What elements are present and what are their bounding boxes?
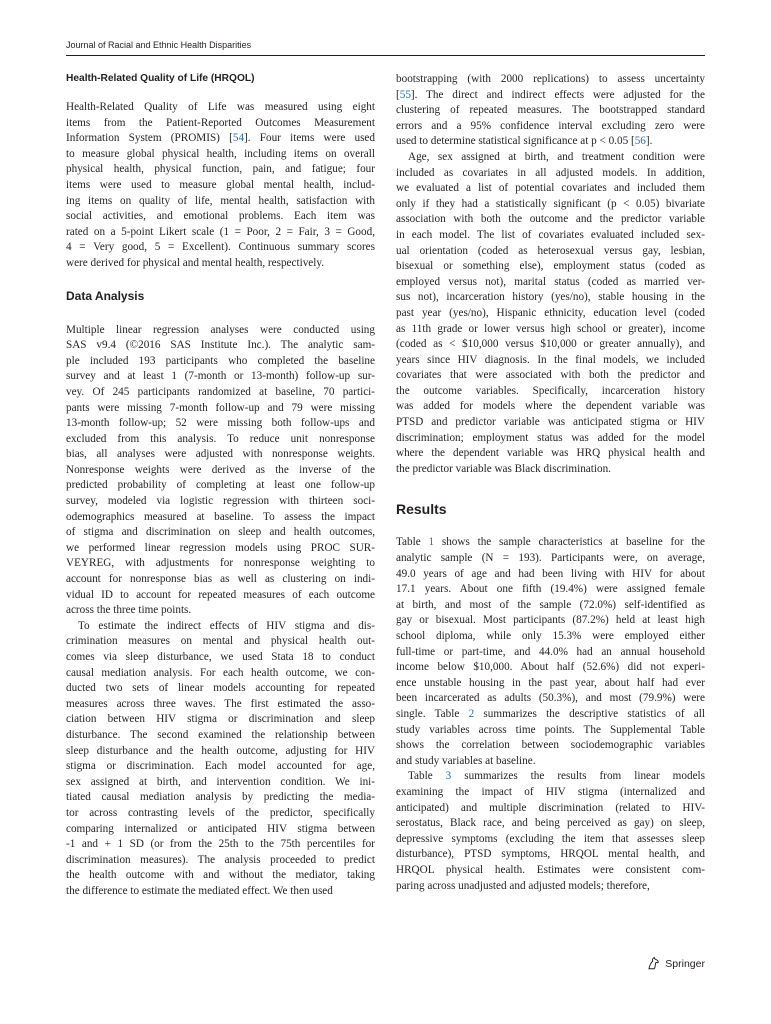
data-analysis-heading: Data Analysis xyxy=(66,288,145,303)
text-line: sus not), incarceration history (yes/no), stable housing in the xyxy=(396,291,705,304)
text-line: in each model. The list of covariates evaluated included sex- xyxy=(396,228,705,241)
text-line: errors and a 95% confidence interval excluding zero were xyxy=(396,119,705,132)
text-line: we performed linear regression models using PROC SUR- xyxy=(66,541,375,554)
text-line: disturbance. The second examined the relationship between xyxy=(66,728,375,741)
right-column xyxy=(396,72,705,894)
left-column xyxy=(66,72,375,900)
text-line: used to determine statistical significance at p < 0.05 [56]. xyxy=(396,135,653,148)
text-line: tiated causal mediation analysis by predicting the media- xyxy=(66,791,375,804)
text-line: 4 = Very good, 5 = Excellent). Continuous summary scores xyxy=(66,241,375,254)
text-line: predicted probability of completing at least one follow-up xyxy=(66,479,375,492)
text-line: study variables across time points. The Supplemental Table xyxy=(396,723,705,736)
text-line: examining the impact of HIV stigma (internalized and xyxy=(396,785,705,798)
text-line: were derived for physical and mental health, respectively. xyxy=(66,256,325,269)
text-line: 13-month follow-up; 52 were missing both follow-ups and xyxy=(66,417,375,430)
data-analysis-paragraph-2 xyxy=(66,619,375,900)
text-line: Information System (PROMIS) [54]. Four items were used xyxy=(66,132,375,145)
text-line: rated on a 5-point Likert scale (1 = Poor, 2 = Fair, 3 = Good, xyxy=(66,225,375,238)
text-line: of stigma and discrimination on sleep and health outcomes, xyxy=(66,526,375,539)
text-line: comparing internalized or anticipated HIV stigma between xyxy=(66,822,375,835)
data-analysis-paragraph-1 xyxy=(66,323,375,619)
text-line: past year (yes/no), Hispanic ethnicity, education level (coded xyxy=(396,306,705,319)
text-line: survey, modeled via logistic regression with thirteen soci- xyxy=(66,495,375,508)
text-line: causal mediation analysis. For each health outcome, we con- xyxy=(66,666,375,679)
text-line: shows the correlation between sociodemographic variables xyxy=(396,739,705,752)
text-line: stigma or discrimination. Each model accounted for age, xyxy=(66,760,375,773)
reference-link[interactable]: 54 xyxy=(232,132,245,145)
text-line: comes via sleep disturbance, we used Stata 18 to conduct xyxy=(66,651,375,663)
text-line: Nonresponse weights were derived as the inverse of the xyxy=(66,463,375,476)
text-line: ing items on quality of life, mental health, satisfaction with xyxy=(66,194,375,207)
text-line: where the dependent variable was HRQ physical health and xyxy=(396,447,705,460)
reference-link[interactable]: 55 xyxy=(399,88,411,101)
text-line: the health outcome with and without the mediator, taking xyxy=(66,869,375,882)
text-line: vidual ID to account for repeated measures of each outcome xyxy=(66,588,375,601)
text-line: to measure global physical health, including items on overall xyxy=(66,147,375,160)
results-heading: Results xyxy=(396,501,447,518)
table-link[interactable]: 2 xyxy=(468,707,475,720)
covariates-paragraph xyxy=(396,150,705,477)
text-line: ual orientation (coded as heterosexual versus gay, lesbian, xyxy=(396,244,705,257)
text-line: measures across three waves. The first estimated the asso- xyxy=(66,697,375,710)
text-line: items from the Patient-Reported Outcomes Measurement xyxy=(66,116,375,129)
text-line: 49.0 years of age and had been living with HIV for about xyxy=(396,567,705,580)
text-line: depressive symptoms (excluding the item that assesses sleep xyxy=(396,832,705,845)
text-line: the predictor variable was Black discrimination. xyxy=(396,462,611,475)
text-line: sex assigned at birth, and intervention condition. We ini- xyxy=(66,775,375,788)
text-line: disturbance), PTSD symptoms, HRQOL mental health, and xyxy=(396,848,705,861)
text-line: the outcome variables. Specifically, incarceration history xyxy=(396,384,705,397)
text-line: gay or bisexual. Most participants (87.2%) held at least high xyxy=(396,614,705,627)
text-line: To estimate the indirect effects of HIV stigma and dis- xyxy=(78,619,375,632)
text-line: we evaluated a list of potential covariates and included them xyxy=(396,182,705,195)
text-line: pants were missing 7-month follow-up and 79 were missing xyxy=(66,401,375,414)
text-line: Multiple linear regression analyses were conducted using xyxy=(66,323,375,336)
text-line: at birth, and most of the sample (72.0%) self-identified as xyxy=(396,598,705,611)
text-line: [55]. The direct and indirect effects were adjusted for the xyxy=(396,88,705,101)
text-line: across the three time points. xyxy=(66,604,192,617)
text-line: VEYREG, with adjustments for nonresponse weighting to xyxy=(66,557,375,570)
text-line: as 11th grade or lower versus high school or greater), income xyxy=(396,322,705,335)
text-line: school diploma, while only 15.3% were employed either xyxy=(396,630,705,642)
text-line: Health-Related Quality of Life was measured using eight xyxy=(66,101,375,113)
table-link[interactable]: 1 xyxy=(428,536,435,549)
text-line: covariates that were associated with both the predictor and xyxy=(396,369,705,382)
text-line: analytic sample (N = 193). Participants were, on average, xyxy=(396,552,705,565)
text-line: SAS v9.4 (©2016 SAS Institute Inc.). The analytic sam- xyxy=(66,339,375,352)
springer-horse-icon xyxy=(646,956,661,971)
text-line: bisexual or something else), employment status (coded as xyxy=(396,260,705,273)
text-line: was added for models where the dependent variable was xyxy=(396,400,705,413)
text-line: discrimination; employment status was added for the model xyxy=(396,431,705,444)
text-line: discrimination measures). The analysis proceeded to predict xyxy=(66,853,375,866)
text-line: account for nonresponse bias as well as clustering on indi- xyxy=(66,573,375,586)
results-paragraph-2 xyxy=(396,769,705,894)
text-line: ducted two sets of linear models accounting for repeated xyxy=(66,682,375,695)
text-line: Age, sex assigned at birth, and treatment condition were xyxy=(408,150,705,163)
text-line: paring across unadjusted and adjusted models; therefore, xyxy=(396,879,650,892)
text-line: bias, all analyses were adjusted with nonresponse weights. xyxy=(66,448,375,461)
text-line: vey. Of 245 participants randomized at baseline, 70 partici- xyxy=(66,385,375,398)
text-line: crimination measures on mental and physical health out- xyxy=(66,635,375,648)
text-line: income below $10,000. About half (52.6%) did not experi- xyxy=(396,661,705,674)
text-line: survey and at least 1 (7-month or 13-month) follow-up sur- xyxy=(66,370,375,383)
text-line: ence unstable housing in the past year, about half had ever xyxy=(396,676,705,689)
bootstrapping-paragraph xyxy=(396,72,705,150)
text-line: 17.1 years. About one fifth (19.4%) were assigned female xyxy=(396,583,705,596)
text-line: serostatus, Black race, and being perceived as gay) on sleep, xyxy=(396,817,705,830)
text-line: Table 1 shows the sample characteristics at baseline for the xyxy=(396,536,705,549)
footer-publisher xyxy=(646,956,705,971)
text-line: PTSD and predictor variable was anticipated stigma or HIV xyxy=(396,416,705,429)
text-line: employed versus not), marital status (coded as married ver- xyxy=(396,275,705,288)
text-line: odemographics measured at baseline. To assess the impact xyxy=(66,510,375,523)
text-line: -1 and + 1 SD (or from the 25th to the 75th percentiles for xyxy=(66,838,375,851)
text-line: included as covariates in all adjusted models. In addition, xyxy=(396,166,705,179)
text-line: single. Table 2 summarizes the descriptive statistics of all xyxy=(396,707,705,720)
text-line: HRQOL physical health. Estimates were consistent com- xyxy=(396,863,705,876)
text-line: social activities, and emotional problems. Each item was xyxy=(66,210,375,223)
header-rule xyxy=(66,55,705,56)
text-line: tor across contrasting levels of the predictor, specifically xyxy=(66,806,375,819)
text-line: been incarcerated as adults (50.3%), and most (79.9%) were xyxy=(396,692,705,705)
hrqol-heading: Health-Related Quality of Life (HRQOL) xyxy=(66,73,255,84)
text-line: years since HIV diagnosis. In the final models, we included xyxy=(396,353,705,366)
springer-label: Springer xyxy=(665,957,705,970)
table-link[interactable]: 3 xyxy=(445,770,452,783)
text-line: Table 3 summarizes the results from linear models xyxy=(408,770,705,783)
text-line: bootstrapping (with 2000 replications) to assess uncertainty xyxy=(396,73,705,85)
text-line: and study variables at baseline. xyxy=(396,754,536,767)
text-line: sleep disturbance and the health outcome, adjusting for HIV xyxy=(66,744,375,757)
text-line: full-time or part-time, and 44.0% had an annual household xyxy=(396,645,705,658)
hrqol-paragraph xyxy=(66,100,375,272)
text-line: anticipated) and multiple discrimination (related to HIV- xyxy=(396,801,705,814)
text-line: the difference to estimate the mediated effect. We then used xyxy=(66,884,333,897)
text-line: ciation between HIV stigma or discrimination and sleep xyxy=(66,713,375,726)
text-line: clustering of repeated measures. The bootstrapped standard xyxy=(396,104,705,117)
text-line: excluded from this analysis. To reduce unit nonresponse xyxy=(66,432,375,445)
text-line: items were used to measure global mental health, includ- xyxy=(66,178,375,191)
running-head-journal: Journal of Racial and Ethnic Health Disparities xyxy=(66,40,252,50)
text-line: ple included 193 participants who completed the baseline xyxy=(66,354,375,367)
text-line: (coded as < $10,000 versus $10,000 or greater annually), and xyxy=(396,338,705,351)
text-line: association with both the outcome and the predictor variable xyxy=(396,213,705,226)
text-line: physical health, physical function, pain, and fatigue; four xyxy=(66,163,375,176)
reference-link[interactable]: 56 xyxy=(634,135,646,148)
results-paragraph-1 xyxy=(396,535,705,769)
text-line: only if they had a statistically significant (p < 0.05) bivariate xyxy=(396,197,705,210)
